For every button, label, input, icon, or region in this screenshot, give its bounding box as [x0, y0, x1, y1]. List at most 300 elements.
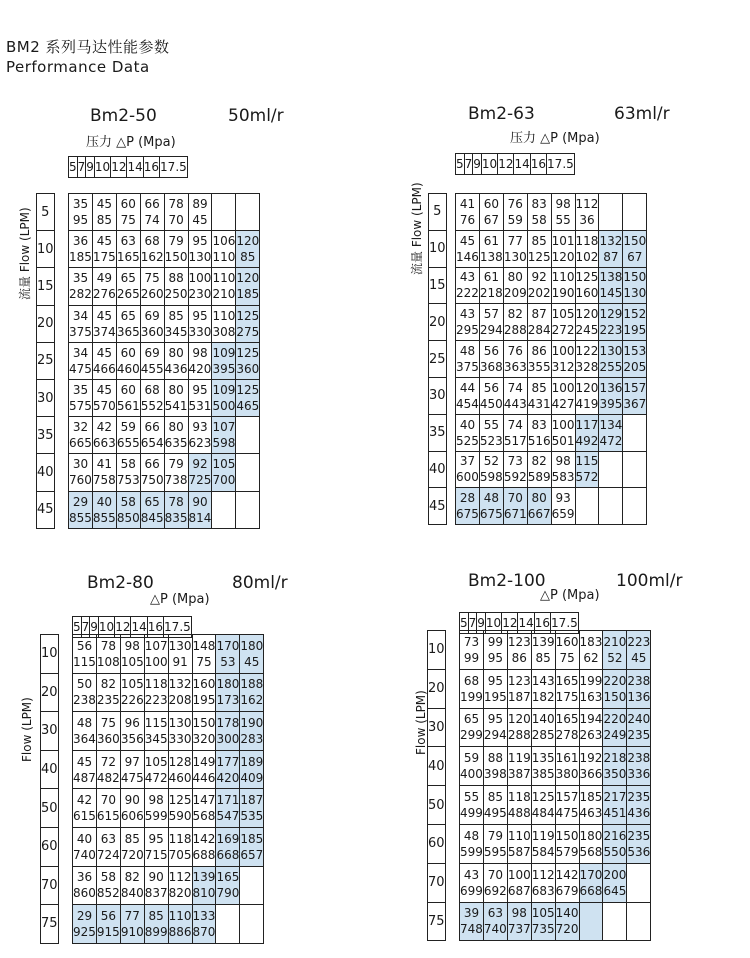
flow-column: [427, 630, 446, 941]
torque-value: 52: [483, 454, 499, 469]
data-cell: [603, 824, 627, 863]
torque-value: 82: [124, 870, 140, 885]
torque-value: 76: [507, 196, 523, 211]
speed-value: 45: [631, 650, 647, 665]
data-cell: [507, 902, 531, 941]
speed-value: 288: [507, 728, 531, 743]
data-cell: [555, 902, 579, 941]
data-cell: [503, 451, 527, 488]
table-row: [460, 786, 651, 825]
data-cell: [483, 669, 507, 708]
speed-value: 364: [73, 731, 96, 746]
torque-value: 115: [575, 454, 599, 469]
data-cell: [69, 231, 93, 268]
torque-value: 180: [216, 677, 240, 692]
speed-value: 492: [575, 433, 599, 448]
speed-value: 535: [240, 809, 264, 824]
speed-value: 136: [627, 689, 651, 704]
data-cell: [140, 231, 164, 268]
data-cell: [116, 342, 140, 379]
data-cell: [460, 824, 484, 863]
data-cell: [483, 708, 507, 747]
speed-value: 760: [69, 473, 92, 488]
speed-value: 446: [192, 770, 216, 785]
flow-cell: 15: [429, 267, 447, 304]
data-cell: [623, 194, 647, 231]
torque-value: 85: [168, 308, 184, 323]
speed-value: 579: [555, 844, 579, 859]
speed-value: 230: [188, 287, 212, 302]
data-cell: [240, 750, 264, 789]
speed-value: 455: [140, 361, 164, 376]
speed-value: 860: [73, 886, 96, 901]
torque-value: 157: [555, 790, 579, 805]
pressure-header-cell: 10: [94, 157, 110, 178]
data-cell: [527, 267, 551, 304]
torque-value: 185: [240, 831, 264, 846]
torque-value: 105: [531, 906, 555, 921]
torque-value: 109: [212, 383, 236, 398]
data-cell: [531, 669, 555, 708]
data-cell: [460, 669, 484, 708]
speed-value: 210: [212, 287, 236, 302]
data-cell: [212, 342, 236, 379]
table-row: [69, 491, 260, 528]
data-cell: [216, 673, 240, 712]
data-cell: [236, 305, 260, 342]
flow-cell: 40: [37, 454, 55, 491]
torque-value: 63: [120, 234, 136, 249]
torque-value: 97: [124, 754, 140, 769]
speed-value: 501: [551, 433, 575, 448]
speed-value: 70: [168, 213, 184, 228]
torque-value: 189: [240, 754, 264, 769]
torque-value: 105: [144, 754, 168, 769]
speed-value: 463: [579, 806, 603, 821]
data-cell: [116, 491, 140, 528]
torque-value: 118: [144, 677, 168, 692]
speed-value: 431: [527, 396, 551, 411]
torque-value: 80: [168, 420, 184, 435]
flow-axis-label: Flow (LPM): [20, 697, 34, 762]
speed-value: 185: [69, 250, 92, 265]
data-cell: [527, 230, 551, 267]
data-cell: [575, 341, 599, 378]
table-row: [73, 905, 264, 944]
pressure-header-cell: 17.5: [164, 617, 192, 638]
speed-value: 275: [236, 324, 260, 339]
torque-value: 77: [124, 908, 140, 923]
speed-value: 598: [212, 436, 236, 451]
torque-value: 138: [599, 270, 623, 285]
data-cell: [69, 491, 93, 528]
torque-value: 110: [212, 308, 236, 323]
torque-value: 119: [531, 828, 555, 843]
torque-value: 125: [236, 383, 260, 398]
table-row: [456, 194, 647, 231]
data-cell: [236, 379, 260, 416]
speed-value: 525: [456, 433, 479, 448]
speed-value: 667: [527, 507, 551, 522]
speed-value: 720: [555, 922, 579, 937]
performance-grid: [68, 193, 260, 529]
data-cell: [599, 377, 623, 414]
data-cell: [555, 708, 579, 747]
data-cell: [168, 673, 192, 712]
speed-value: 523: [479, 433, 503, 448]
torque-value: 150: [623, 233, 647, 248]
speed-value: 420: [216, 770, 240, 785]
data-cell: [164, 454, 188, 491]
data-cell: [575, 267, 599, 304]
torque-value: 43: [463, 867, 480, 882]
table-row: [73, 866, 264, 905]
data-cell: [479, 194, 503, 231]
model-name: Bm2-80: [87, 573, 154, 593]
data-cell: [579, 708, 603, 747]
torque-value: 140: [531, 712, 555, 727]
data-cell: [236, 491, 260, 528]
speed-value: 671: [503, 507, 527, 522]
speed-value: 67: [627, 249, 643, 264]
data-cell: [479, 377, 503, 414]
data-cell: [212, 454, 236, 491]
data-cell: [460, 708, 484, 747]
data-cell: [120, 635, 144, 674]
data-cell: [236, 417, 260, 454]
torque-value: 105: [212, 457, 236, 472]
torque-value: 129: [599, 307, 623, 322]
torque-value: 120: [236, 234, 260, 249]
torque-value: 128: [168, 754, 192, 769]
speed-value: 668: [216, 847, 240, 862]
torque-value: 100: [551, 417, 575, 432]
data-cell: [120, 789, 144, 828]
flow-cell: 20: [41, 673, 59, 712]
torque-value: 190: [240, 715, 264, 730]
torque-value: 88: [168, 271, 184, 286]
flow-cell: 35: [429, 414, 447, 451]
data-cell: [603, 902, 627, 941]
pressure-header-cell: 14: [518, 613, 534, 634]
data-cell: [623, 414, 647, 451]
speed-value: 724: [96, 847, 120, 862]
speed-value: 466: [92, 361, 116, 376]
data-cell: [479, 488, 503, 525]
torque-value: 165: [216, 870, 240, 885]
data-cell: [240, 827, 264, 866]
torque-value: 85: [124, 831, 140, 846]
speed-value: 499: [460, 806, 483, 821]
data-cell: [483, 902, 507, 941]
torque-value: 89: [192, 197, 208, 212]
data-cell: [164, 342, 188, 379]
data-cell: [188, 379, 212, 416]
data-cell: [140, 342, 164, 379]
data-cell: [507, 669, 531, 708]
speed-value: 87: [603, 249, 619, 264]
speed-value: 67: [483, 212, 499, 227]
torque-value: 61: [483, 233, 499, 248]
data-cell: [212, 491, 236, 528]
data-cell: [240, 789, 264, 828]
data-cell: [212, 268, 236, 305]
pressure-header-cell: 16: [143, 157, 159, 178]
torque-value: 143: [531, 673, 555, 688]
torque-value: 123: [507, 634, 531, 649]
torque-value: 56: [483, 380, 499, 395]
torque-value: 180: [240, 638, 264, 653]
data-cell: [92, 491, 116, 528]
torque-value: 78: [168, 494, 184, 509]
data-cell: [240, 866, 264, 905]
flow-cell: 35: [37, 417, 55, 454]
speed-value: 886: [168, 924, 192, 939]
data-cell: [140, 268, 164, 305]
speed-value: 150: [603, 689, 627, 704]
data-cell: [168, 635, 192, 674]
data-cell: [579, 631, 603, 670]
speed-value: 328: [575, 360, 599, 375]
torque-value: 56: [76, 638, 93, 653]
speed-value: 659: [551, 507, 575, 522]
table-row: [456, 230, 647, 267]
torque-value: 74: [507, 380, 523, 395]
data-cell: [92, 379, 116, 416]
torque-value: 99: [487, 634, 503, 649]
pressure-header-row: [68, 156, 188, 178]
torque-value: 45: [96, 234, 112, 249]
flow-cell: 10: [41, 635, 59, 674]
model-name: Bm2-63: [468, 104, 535, 124]
torque-value: 169: [216, 831, 240, 846]
flow-cell: 70: [41, 866, 59, 905]
data-cell: [551, 230, 575, 267]
table-row: [456, 488, 647, 525]
torque-value: 85: [487, 790, 503, 805]
flow-cell: 10: [37, 231, 55, 268]
data-cell: [575, 414, 599, 451]
data-cell: [96, 635, 120, 674]
data-cell: [460, 747, 484, 786]
table-row: [460, 631, 651, 670]
speed-value: 910: [120, 924, 144, 939]
flow-cell: 75: [428, 902, 446, 941]
flow-cell: 45: [429, 488, 447, 525]
torque-value: 79: [487, 828, 503, 843]
torque-value: 107: [144, 638, 168, 653]
torque-value: 125: [236, 345, 260, 360]
table-row: [73, 827, 264, 866]
data-cell: [507, 708, 531, 747]
pressure-header-cell: 9: [477, 613, 486, 634]
flow-cell: 40: [428, 747, 446, 786]
torque-value: 185: [579, 790, 603, 805]
data-cell: [623, 341, 647, 378]
torque-value: 68: [463, 673, 480, 688]
data-cell: [603, 669, 627, 708]
title-en: Performance Data: [6, 58, 150, 76]
speed-value: 350: [603, 767, 627, 782]
torque-value: 98: [148, 793, 164, 808]
speed-value: 360: [96, 731, 120, 746]
speed-value: 810: [192, 886, 216, 901]
speed-value: 443: [503, 396, 527, 411]
data-cell: [164, 194, 188, 231]
speed-value: 725: [188, 473, 212, 488]
data-cell: [599, 194, 623, 231]
pressure-header-cell: 7: [81, 617, 90, 638]
speed-value: 845: [140, 510, 164, 525]
torque-value: 110: [168, 908, 192, 923]
torque-value: 78: [168, 197, 184, 212]
speed-value: 175: [92, 250, 116, 265]
data-cell: [579, 747, 603, 786]
speed-value: 205: [623, 360, 647, 375]
flow-cell: 10: [429, 230, 447, 267]
flow-axis-label: Flow (LPM): [414, 690, 428, 755]
data-cell: [479, 341, 503, 378]
table-row: [460, 863, 651, 902]
pressure-header-cell: 7: [464, 154, 473, 175]
speed-value: 336: [627, 767, 651, 782]
data-cell: [623, 304, 647, 341]
torque-value: 95: [192, 383, 208, 398]
data-cell: [551, 341, 575, 378]
speed-value: 249: [603, 728, 627, 743]
data-cell: [96, 789, 120, 828]
flow-cell: 15: [37, 268, 55, 305]
data-cell: [603, 747, 627, 786]
torque-value: 160: [192, 677, 216, 692]
torque-value: 118: [507, 790, 531, 805]
torque-value: 139: [192, 870, 216, 885]
torque-value: 100: [551, 344, 575, 359]
data-cell: [69, 454, 93, 491]
torque-value: 100: [507, 867, 531, 882]
torque-value: 157: [623, 380, 647, 395]
speed-value: 495: [483, 806, 507, 821]
speed-value: 295: [456, 323, 479, 338]
data-cell: [240, 712, 264, 751]
torque-value: 194: [579, 712, 603, 727]
pressure-header-cell: 5: [73, 617, 82, 638]
torque-value: 188: [240, 677, 264, 692]
torque-value: 218: [603, 751, 627, 766]
table-row: [69, 231, 260, 268]
pressure-header-cell: 10: [485, 613, 501, 634]
data-cell: [73, 712, 97, 751]
torque-value: 45: [96, 383, 112, 398]
data-cell: [456, 377, 480, 414]
torque-value: 200: [603, 867, 627, 882]
torque-value: 82: [507, 307, 523, 322]
data-cell: [627, 631, 651, 670]
torque-value: 36: [72, 234, 89, 249]
table-row: [73, 673, 264, 712]
data-cell: [555, 786, 579, 825]
speed-value: 484: [531, 806, 555, 821]
torque-value: 165: [555, 673, 579, 688]
pressure-header-cell: 5: [460, 613, 469, 634]
data-cell: [527, 414, 551, 451]
table-row: [69, 268, 260, 305]
torque-value: 48: [463, 828, 480, 843]
speed-value: 312: [551, 360, 575, 375]
torque-value: 170: [216, 638, 240, 653]
data-cell: [92, 268, 116, 305]
data-cell: [140, 417, 164, 454]
torque-value: 85: [531, 380, 547, 395]
torque-value: 65: [463, 712, 480, 727]
speed-value: 517: [503, 433, 527, 448]
speed-value: 53: [220, 654, 236, 669]
data-cell: [479, 230, 503, 267]
table-row: [73, 789, 264, 828]
table-row: [456, 377, 647, 414]
torque-value: 80: [507, 270, 523, 285]
speed-value: 250: [164, 287, 188, 302]
speed-value: 55: [555, 212, 571, 227]
torque-value: 109: [212, 345, 236, 360]
data-cell: [551, 194, 575, 231]
speed-value: 592: [503, 470, 527, 485]
data-cell: [527, 304, 551, 341]
data-cell: [69, 342, 93, 379]
torque-value: 112: [531, 867, 555, 882]
speed-value: 320: [192, 731, 216, 746]
speed-value: 870: [192, 924, 216, 939]
torque-value: 105: [120, 677, 144, 692]
pressure-header-cell: 12: [111, 157, 127, 178]
data-cell: [456, 304, 480, 341]
pressure-header-cell: 16: [534, 613, 550, 634]
table-row: [69, 305, 260, 342]
data-cell: [456, 267, 480, 304]
data-cell: [236, 342, 260, 379]
speed-value: 222: [456, 286, 479, 301]
table-row: [460, 747, 651, 786]
data-cell: [116, 268, 140, 305]
speed-value: 398: [483, 767, 507, 782]
performance-grid: [455, 193, 647, 525]
data-cell: [503, 267, 527, 304]
pressure-header-cell: 9: [473, 154, 482, 175]
data-cell: [192, 635, 216, 674]
speed-value: 855: [69, 510, 92, 525]
data-cell: [575, 304, 599, 341]
speed-value: 570: [92, 399, 116, 414]
speed-value: 75: [559, 650, 575, 665]
torque-value: 110: [551, 270, 575, 285]
torque-value: 36: [76, 870, 93, 885]
speed-value: 182: [531, 689, 555, 704]
torque-value: 72: [100, 754, 116, 769]
speed-value: 583: [551, 470, 575, 485]
table-row: [73, 635, 264, 674]
data-cell: [116, 454, 140, 491]
speed-value: 95: [487, 650, 503, 665]
table-row: [460, 902, 651, 941]
torque-value: 37: [459, 454, 476, 469]
speed-value: 675: [479, 507, 503, 522]
torque-value: 130: [599, 344, 623, 359]
torque-value: 98: [555, 196, 571, 211]
torque-value: 115: [144, 715, 168, 730]
speed-value: 294: [483, 728, 507, 743]
torque-value: 74: [507, 417, 523, 432]
torque-value: 59: [463, 751, 480, 766]
